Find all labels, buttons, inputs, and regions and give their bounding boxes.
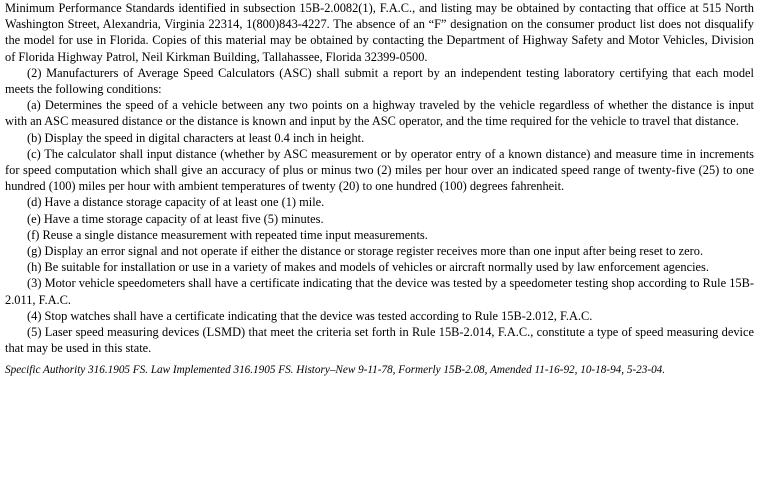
paragraph-condition-b: (b) Display the speed in digital characters at least 0.4 inch in height. (27, 130, 365, 145)
paragraph-condition-a: (a) Determines the speed of a vehicle between any two points on a highway traveled by the vehicle regardless of whether the distance is input with an ASC measured distance or the distance is known and input by the ASC operator, and the time required for the vehicle to travel that distance. (5, 98, 754, 129)
paragraph-subsection-4: (4) Stop watches shall have a certificate indicating that the device was tested according to Rule 15B-2.012, F.A.C. (27, 308, 593, 323)
paragraph-continuation: Minimum Performance Standards identified in subsection 15B-2.0082(1), F.A.C., and listing may be obtained by contacting that office at 515 North Washington Street, Alexandria, Virginia 22314, 1(800)843-4227. The absence of an “F” designation on the consumer product list does not disqualify the model for use in Florida. Copies of this material may be obtained by contacting the Department of Highway Safety and Motor Vehicles, Division of Florida Highway Patrol, Neil Kirkman Building, Tallahassee, Florida 32399-0500. (5, 1, 754, 64)
paragraph-condition-h: (h) Be suitable for installation or use in a variety of makes and models of vehicles or aircraft normally used by law enforcement agencies. (27, 260, 709, 275)
paragraph-subsection-5: (5) Laser speed measuring devices (LSMD) that meet the criteria set forth in Rule 15B-2.014, F.A.C., constitute a type of speed measuring device that may be used in this state. (5, 325, 754, 356)
paragraph-condition-f: (f) Reuse a single distance measurement with repeated time input measurements. (27, 227, 428, 242)
paragraph-condition-c: (c) The calculator shall input distance (whether by ASC measurement or by operator entry of a known distance) and measure time in increments for speed computation which shall give an accuracy of plus or minus two (2) miles per hour over an indicated speed range of twenty-five (25) to one hundred (100) miles per hour with ambient temperatures of twenty (20) to one hundred (100) degrees fahrenheit. (5, 146, 754, 194)
paragraph-condition-g: (g) Display an error signal and not operate if either the distance or storage register receives more than one input after being reset to zero. (27, 244, 704, 259)
document-page (5, 0, 754, 377)
paragraph-condition-d: (d) Have a distance storage capacity of at least one (1) mile. (27, 195, 325, 210)
paragraph-subsection-3: (3) Motor vehicle speedometers shall have a certificate indicating that the device was tested by a speedometer testing shop according to Rule 15B-2.011, F.A.C. (5, 276, 754, 307)
paragraph-subsection-2: (2) Manufacturers of Average Speed Calculators (ASC) shall submit a report by an independent testing laboratory certifying that each model meets the following conditions: (5, 65, 754, 97)
history-note: Specific Authority 316.1905 FS. Law Implemented 316.1905 FS. History–New 9-11-78, Formerly 15B-2.08, Amended 11-16-92, 10-18-94, 5-23-04. (5, 364, 666, 377)
paragraph-condition-e: (e) Have a time storage capacity of at least five (5) minutes. (27, 211, 324, 226)
